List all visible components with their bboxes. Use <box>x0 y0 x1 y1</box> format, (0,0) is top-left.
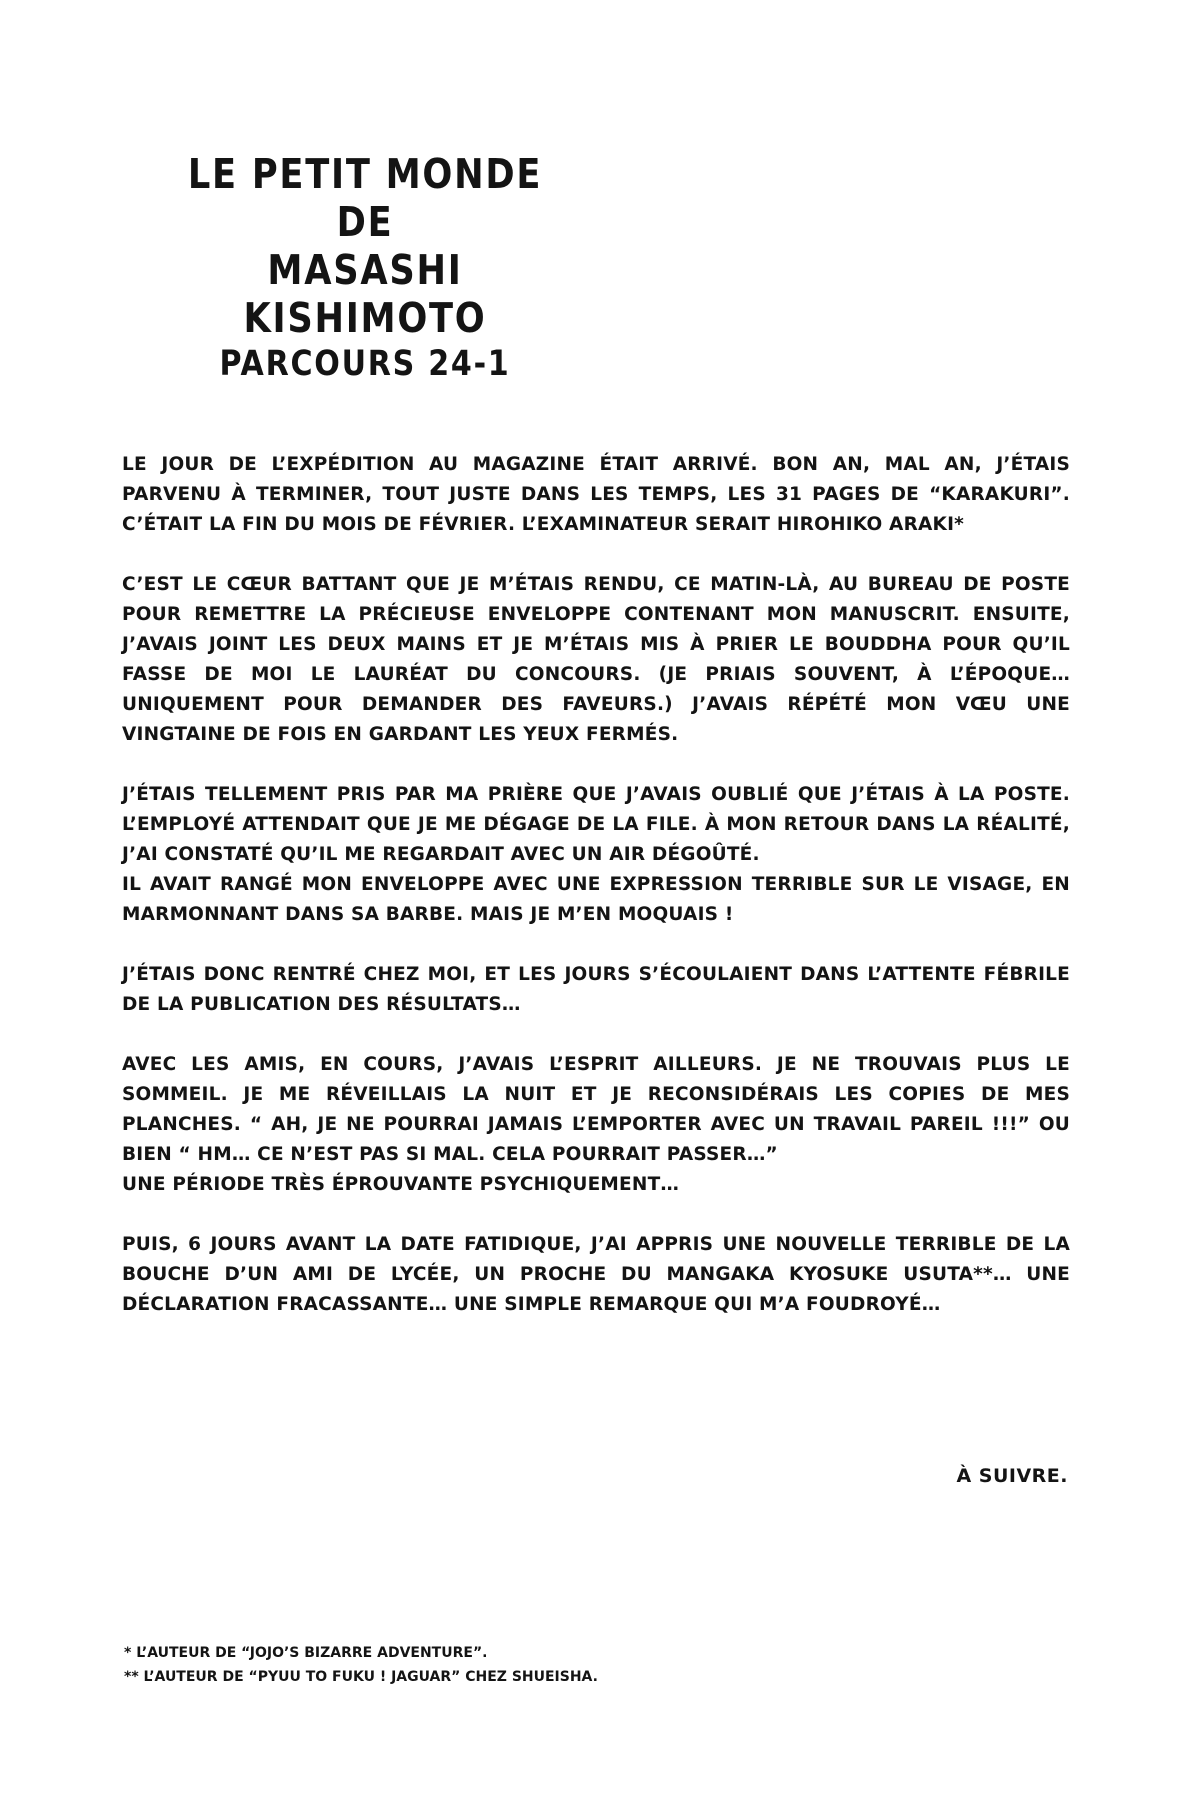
to-be-continued: À SUIVRE. <box>956 1465 1068 1487</box>
paragraph-5: AVEC LES AMIS, EN COURS, J’AVAIS L’ESPRIT AILLEURS. JE NE TROUVAIS PLUS LE SOMMEIL. JE ME RÉVEILLAIS LA NUIT ET JE RECONSIDÉRAIS LES COPIES DE MES PLANCHES. “ AH, JE NE POURRAI JAMAIS L’EMPORTER AVEC UN TRAVAIL PAREIL !!!” OU BIEN “ HM… CE N’EST PAS SI MAL. CELA POURRAIT PASSER…” UNE PÉRIODE TRÈS ÉPROUVANTE PSYCHIQUEMENT… <box>122 1054 1070 1195</box>
paragraph-1: LE JOUR DE L’EXPÉDITION AU MAGAZINE ÉTAIT ARRIVÉ. BON AN, MAL AN, J’ÉTAIS PARVENU À TERMINER, TOUT JUSTE DANS LES TEMPS, LES 31 PAGES DE “KARAKURI”. C’ÉTAIT LA FIN DU MOIS DE FÉVRIER. L’EXAMINATEUR SERAIT HIROHIKO ARAKI* <box>122 454 1070 535</box>
body-text <box>122 450 1070 1350</box>
paragraph-6: PUIS, 6 JOURS AVANT LA DATE FATIDIQUE, J’AI APPRIS UNE NOUVELLE TERRIBLE DE LA BOUCHE D’UN AMI DE LYCÉE, UN PROCHE DU MANGAKA KYOSUKE USUTA**… UNE DÉCLARATION FRACASSANTE… UNE SIMPLE REMARQUE QUI M’A FOUDROYÉ… <box>122 1234 1070 1315</box>
title-block <box>130 150 600 386</box>
paragraph-4: J’ÉTAIS DONC RENTRÉ CHEZ MOI, ET LES JOURS S’ÉCOULAIENT DANS L’ATTENTE FÉBRILE DE LA PUBLICATION DES RÉSULTATS… <box>122 964 1070 1015</box>
footnote-1: * L’AUTEUR DE “JOJO’S BIZARRE ADVENTURE”. <box>124 1645 488 1661</box>
footnote-2: ** L’AUTEUR DE “PYUU TO FUKU ! JAGUAR” CHEZ SHUEISHA. <box>124 1669 598 1685</box>
page-title-line-2: MASASHI KISHIMOTO <box>243 246 487 342</box>
chapter-subtitle: PARCOURS 24-1 <box>219 344 511 384</box>
footnotes <box>124 1641 824 1689</box>
page-title-line-1: LE PETIT MONDE DE <box>187 150 543 246</box>
paragraph-3: J’ÉTAIS TELLEMENT PRIS PAR MA PRIÈRE QUE J’AVAIS OUBLIÉ QUE J’ÉTAIS À LA POSTE. L’EMPLOYÉ ATTENDAIT QUE JE ME DÉGAGE DE LA FILE. À MON RETOUR DANS LA RÉALITÉ, J’AI CONSTATÉ QU’IL ME REGARDAIT AVEC UN AIR DÉGOÛTÉ. IL AVAIT RANGÉ MON ENVELOPPE AVEC UNE EXPRESSION TERRIBLE SUR LE VISAGE, EN MARMONNANT DANS SA BARBE. MAIS JE M’EN MOQUAIS ! <box>122 784 1070 925</box>
paragraph-2: C’EST LE CŒUR BATTANT QUE JE M’ÉTAIS RENDU, CE MATIN-LÀ, AU BUREAU DE POSTE POUR REMETTRE LA PRÉCIEUSE ENVELOPPE CONTENANT MON MANUSCRIT. ENSUITE, J’AVAIS JOINT LES DEUX MAINS ET JE M’ÉTAIS MIS À PRIER LE BOUDDHA POUR QU’IL FASSE DE MOI LE LAURÉAT DU CONCOURS. (JE PRIAIS SOUVENT, À L’ÉPOQUE… UNIQUEMENT POUR DEMANDER DES FAVEURS.) J’AVAIS RÉPÉTÉ MON VŒU UNE VINGTAINE DE FOIS EN GARDANT LES YEUX FERMÉS. <box>122 574 1070 745</box>
